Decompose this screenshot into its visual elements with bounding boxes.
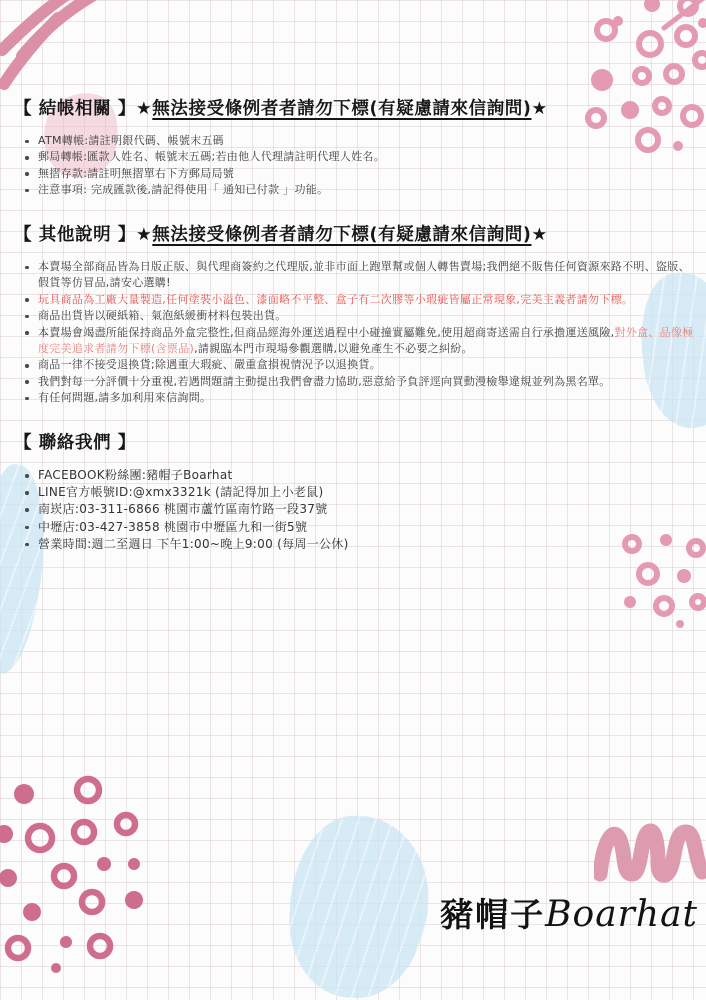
section-title: 【 聯絡我們 】 — [14, 433, 136, 453]
list-item — [25, 374, 694, 390]
section-title: 【 其他說明 】 — [14, 225, 136, 245]
contact-list — [14, 467, 694, 553]
list-item — [25, 484, 694, 501]
list-item — [25, 133, 694, 149]
section-heading — [14, 432, 694, 454]
pink-scribble-icon — [0, 0, 104, 108]
warning-text: 無法接受條例者者請勿下標(有疑慮請來信詢問) — [152, 225, 532, 245]
list-item-text: 玩具商品為工廠大量製造,任何塗裝小溢色、漆面略不平整、盒子有二次膠等小瑕疵皆屬正常現象,完美主義者請勿下標。 — [38, 292, 634, 306]
brand-logo — [440, 889, 698, 936]
pink-dots-bottom-left-icon — [0, 770, 173, 975]
section-other-notes — [14, 224, 694, 407]
list-item-text: ATM轉帳:請註明銀代碼、帳號末五碼 — [38, 134, 224, 147]
warning-text: 無法接受條例者者請勿下標(有疑慮請來信詢問) — [152, 99, 532, 119]
list-item — [25, 467, 694, 484]
list-item — [25, 149, 694, 165]
section-title: 【 結帳相關 】 — [14, 99, 136, 119]
list-item-text: 我們對每一分評價十分重視,若遇問題請主動提出我們會盡力協助,惡意給予負評逕向買動漫檢舉違規並列為黑名單。 — [38, 374, 611, 388]
star-icon: ★ — [136, 99, 153, 119]
list-item-text: 商品一律不接受退換貨;除遇重大瑕疵、嚴重盒損視情況予以退換貨。 — [38, 358, 382, 372]
list-item-text: 郵局轉帳:匯款人姓名、帳號末五碼;若由他人代理請註明代理人姓名。 — [38, 150, 386, 164]
list-item — [25, 292, 694, 308]
brand-name-latin: Boarhat — [545, 894, 698, 935]
list-item — [25, 536, 694, 553]
list-item — [25, 166, 694, 182]
checkout-list — [14, 133, 694, 199]
list-item — [25, 501, 694, 518]
list-item — [25, 357, 694, 373]
star-icon: ★ — [531, 225, 548, 245]
list-item — [25, 390, 694, 406]
list-item — [25, 259, 694, 292]
list-item — [25, 519, 694, 536]
star-icon: ★ — [136, 225, 153, 245]
pink-zigzag-icon — [594, 810, 706, 892]
list-item-text: 商品出貨皆以硬紙箱、氣泡紙緩衝材料包裝出貨。 — [38, 309, 287, 323]
list-item-text: 注意事項: 完成匯款後,請記得使用「 通知已付款 」功能。 — [38, 183, 329, 197]
section-checkout — [14, 98, 694, 199]
brand-name-cjk: 豬帽子 — [440, 895, 546, 934]
list-item-text: ,請親臨本門市現場參觀選購,以避免產生不必要之糾紛。 — [194, 342, 473, 356]
section-contact — [14, 432, 694, 553]
store-zhongli: 中壢店:03-427-3858 桃園市中壢區九和一街5號 — [38, 519, 308, 534]
list-item-text-highlight: 對外盒、品像極度完美追求者請勿下標(含票品) — [38, 325, 694, 356]
section-heading — [14, 98, 694, 120]
watercolor-blue-patch-bottom — [285, 813, 432, 1000]
list-item — [25, 308, 694, 324]
store-nankan: 南崁店:03-311-6866 桃園市蘆竹區南竹路一段37號 — [38, 502, 328, 517]
list-item-text: 本賣場全部商品皆為日版正版、與代理商簽約之代理版,並非市面上跑單幫或個人轉售賣場;我們絕不販售任何資源來路不明、盜版、假貨等仿冒品,請安心選購! — [38, 260, 690, 290]
facebook-page: FACEBOOK粉絲團:豬帽子Boarhat — [38, 468, 233, 482]
other-notes-list — [14, 259, 694, 407]
list-item — [25, 325, 694, 358]
section-heading — [14, 224, 694, 246]
star-icon: ★ — [531, 99, 548, 119]
business-hours: 營業時間:週二至週日 下午1:00~晚上9:00 (每周一公休) — [38, 536, 349, 551]
line-id: LINE官方帳號ID:@xmx3321k (請記得加上小老鼠) — [38, 485, 324, 500]
list-item-text: 無摺存款:請註明無摺單右下方郵局局號 — [38, 166, 235, 180]
list-item-text: 本賣場會竭盡所能保持商品外盒完整性,但商品經海外運送過程中小碰撞實屬難免,使用超商寄送需自行承擔運送風險, — [38, 325, 615, 339]
list-item — [25, 182, 694, 198]
list-item-text: 有任何問題,請多加利用來信詢問。 — [38, 391, 212, 405]
